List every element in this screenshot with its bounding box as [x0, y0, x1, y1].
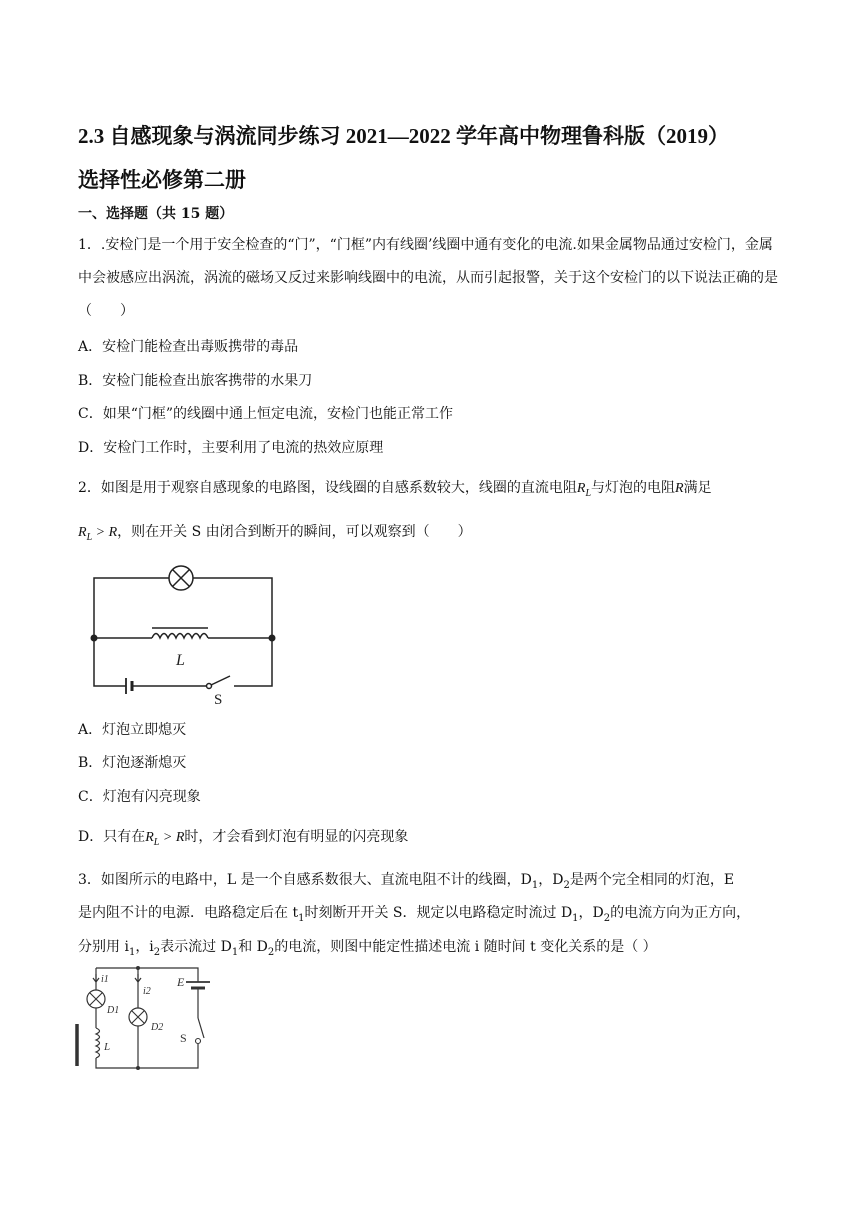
q2-option-a: A．灯泡立即熄灭: [78, 722, 187, 738]
q1-option-c: C．如果“门框”的线圈中通上恒定电流，安检门也能正常工作: [78, 406, 454, 422]
fig-label-d2: D2: [151, 1022, 164, 1033]
fig-label-e: E: [177, 975, 185, 989]
fig-label-i1: i1: [101, 974, 109, 985]
section-heading: 一、选择题（共 15 题）: [78, 206, 234, 222]
fig-label-L: L: [176, 652, 185, 669]
q2-option-b: B．灯泡逐渐熄灭: [78, 755, 187, 771]
question-3-line-1: 3．如图所示的电路中，L 是一个自感系数很大、直流电阻不计的线圈，$D_1$，$D_2$是两个完全相同的灯泡，E: [78, 872, 735, 891]
title-line-2: 选择性必修第二册: [78, 168, 246, 192]
question-1-text: 1．.安检门是一个用于安全检查的“门”，“门框”内有线圈’线圈中通有变化的电流.如果金属物品通过安检门，金属中会被感应出涡流，涡流的磁场又反过来影响线圈中的电流，从而引起报警，关于这个安检门的以下说法正确的是（ ）: [78, 237, 778, 319]
question-3-line-3: 分别用 $i_1$，$i_2$表示流过 $D_1$和 $D_2$的电流，则图中能定性描述电流 i 随时间 t 变化关系的是（ ）: [78, 939, 657, 958]
inequality-rl-gt-r: $R_L > R$: [78, 525, 118, 543]
inequality-rl-gt-r-option: $R_L > R$: [145, 830, 185, 848]
symbol-R-L: $R_L$: [576, 481, 592, 499]
q1-option-b: B．安检门能检查出旅客携带的水果刀: [78, 373, 313, 389]
q3-circuit-figure: [72, 962, 222, 1074]
fig-label-d1: D1: [107, 1005, 120, 1016]
q2-option-d: D．只有在$R_L > R$时，才会看到灯泡有明显的闪亮现象: [78, 829, 409, 848]
fig-label-i2: i2: [143, 986, 151, 997]
title-line-1: 2.3 自感现象与涡流同步练习 2021—2022 学年高中物理鲁科版（2019）: [78, 124, 729, 148]
fig-label-S: S: [214, 692, 223, 708]
question-2-line-2: $R_L > R$，则在开关 S 由闭合到断开的瞬间，可以观察到（ ）: [78, 524, 472, 543]
fig-label-l: L: [104, 1041, 111, 1053]
inductor-coil-icon: [96, 1028, 100, 1058]
question-3-line-2: 是内阻不计的电源．电路稳定后在 $t_1$时刻断开开关 S．规定以电路稳定时流过 $D_1$，$D_2$的电流方向为正方向，: [78, 905, 751, 924]
q2-option-c: C．灯泡有闪亮现象: [78, 789, 201, 805]
fig-label-s: S: [180, 1031, 187, 1045]
document-title: [78, 114, 798, 202]
inductor-coil-icon: [152, 634, 208, 639]
q1-option-d: D．安检门工作时，主要利用了电流的热效应原理: [78, 440, 384, 456]
q2-circuit-figure: [84, 558, 284, 708]
question-2-line-1: 2．如图是用于观察自感现象的电路图，设线圈的自感系数较大，线圈的直流电阻$R_L$与灯泡的电阻R满足: [78, 480, 712, 499]
q1-option-a: A．安检门能检查出毒贩携带的毒品: [78, 339, 299, 355]
